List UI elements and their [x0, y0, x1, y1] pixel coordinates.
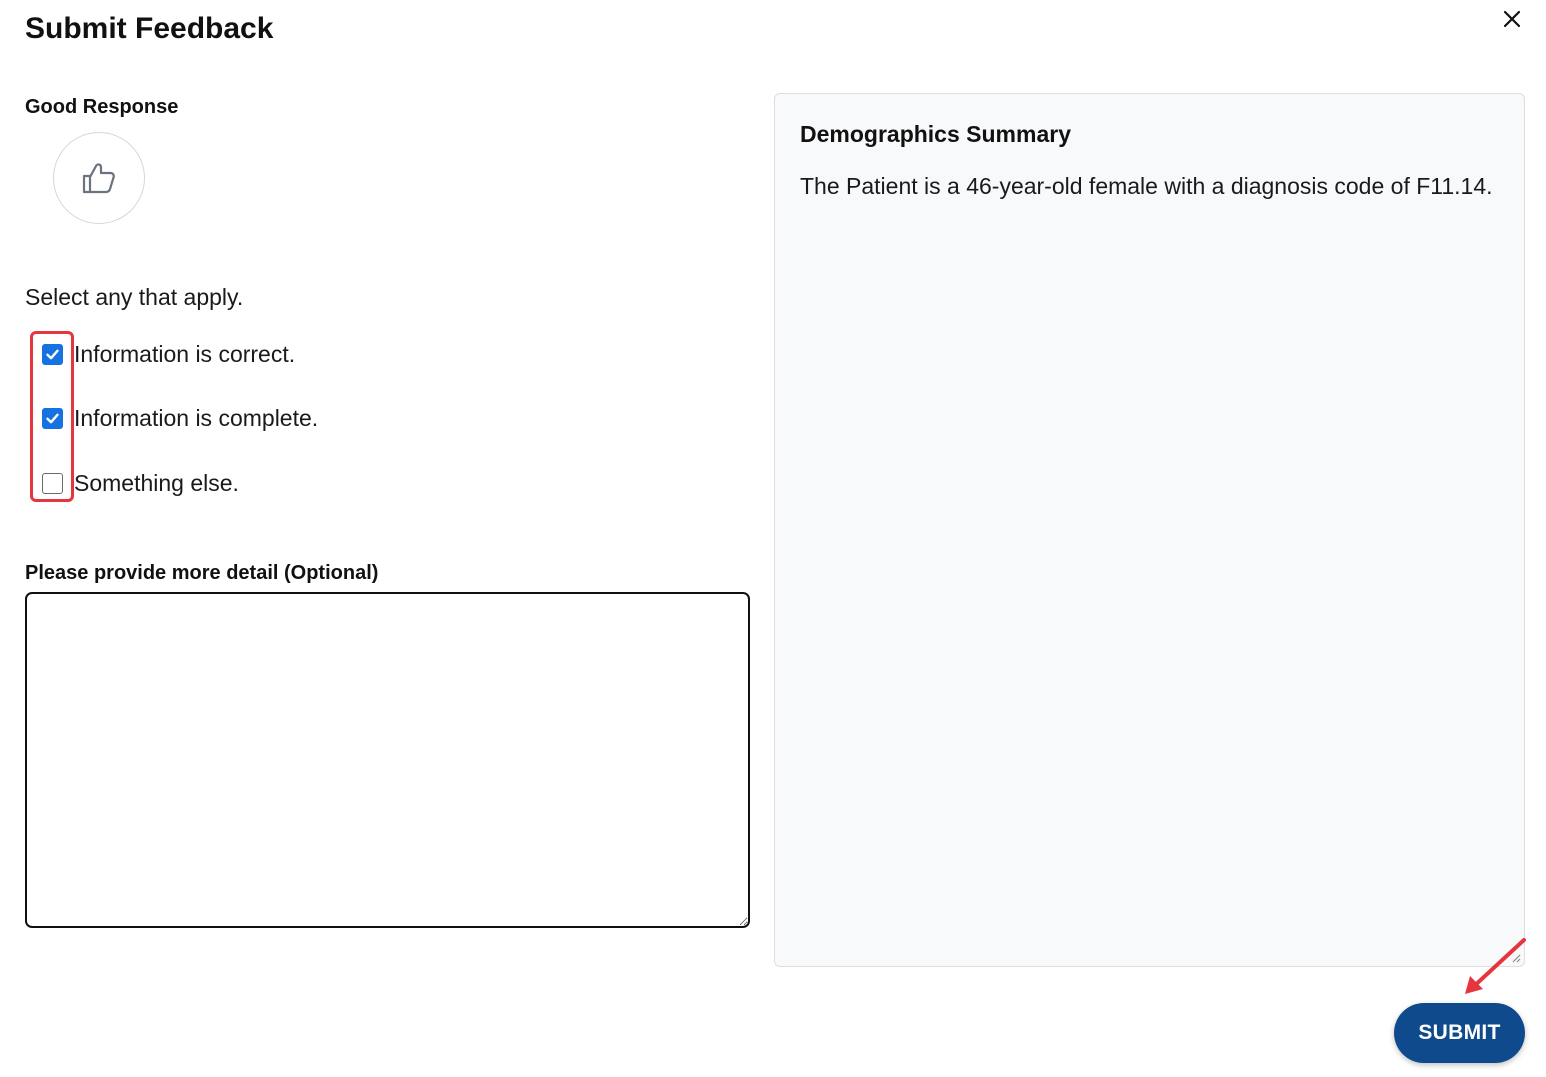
dialog-title: Submit Feedback [25, 12, 274, 45]
thumbs-up-button[interactable] [53, 132, 145, 224]
option-label: Something else. [74, 469, 239, 496]
option-label: Information is complete. [74, 404, 319, 431]
close-icon [1503, 10, 1521, 28]
submit-button[interactable]: SUBMIT [1394, 1003, 1525, 1063]
options-prompt: Select any that apply. [25, 284, 244, 310]
option-label: Information is correct. [74, 340, 296, 367]
annotation-arrow-icon [1460, 936, 1530, 998]
checkbox-information-correct[interactable] [42, 344, 63, 365]
summary-panel [774, 93, 1525, 967]
option-something-else[interactable] [42, 470, 239, 496]
thumbs-up-icon [79, 158, 119, 198]
option-information-correct[interactable] [42, 341, 295, 367]
checkmark-icon [45, 411, 60, 426]
detail-label: Please provide more detail (Optional) [25, 562, 379, 584]
summary-text: The Patient is a 46-year-old female with a diagnosis code of F11.14. [800, 173, 1493, 199]
close-button[interactable] [1498, 5, 1526, 33]
checkmark-icon [45, 347, 60, 362]
summary-title: Demographics Summary [800, 121, 1071, 147]
option-information-complete[interactable] [42, 405, 318, 431]
checkbox-something-else[interactable] [42, 473, 63, 494]
checkbox-information-complete[interactable] [42, 408, 63, 429]
rating-label: Good Response [25, 96, 179, 118]
detail-textarea[interactable] [25, 592, 750, 928]
